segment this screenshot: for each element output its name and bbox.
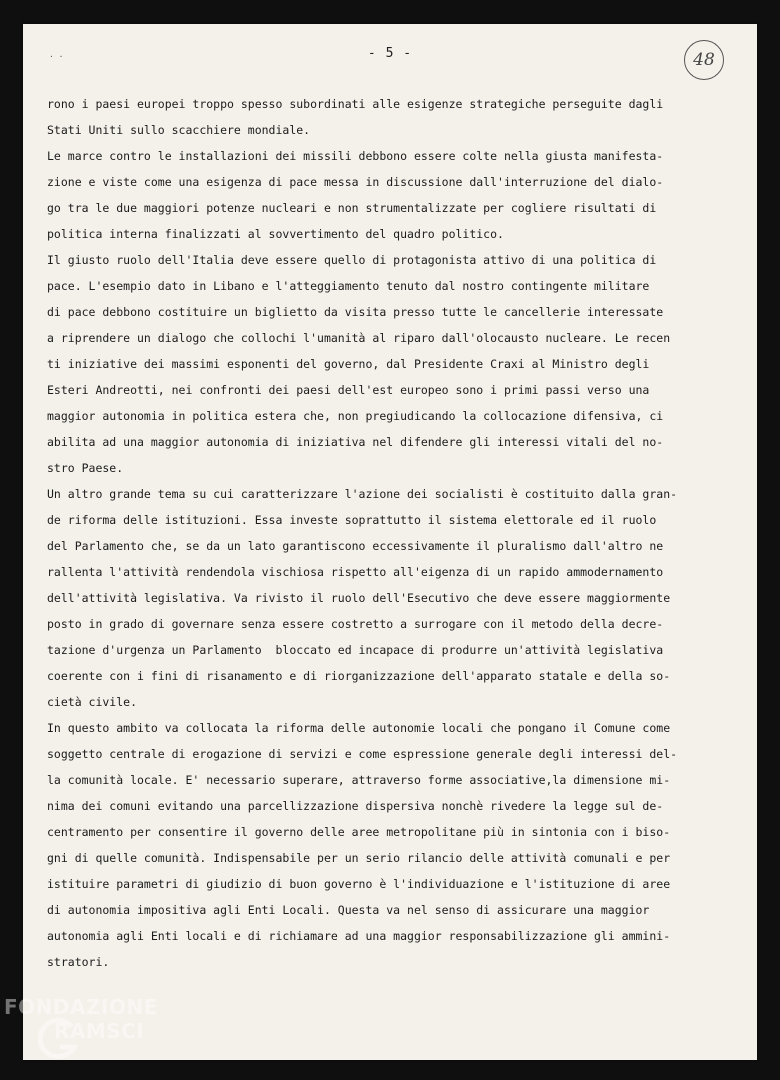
text-line: istituire parametri di giudizio di buon governo è l'individuazione e l'istituzione di aree [47,877,671,891]
corner-mark: · · [49,52,64,61]
text-line: autonomia agli Enti locali e di richiamare ad una maggior responsabilizzazione gli ammini- [47,929,671,943]
text-line: soggetto centrale di erogazione di servizi e come espressione generale degli interessi del- [47,747,678,761]
text-line: tazione d'urgenza un Parlamento bloccato ed incapace di produrre un'attività legislativa [47,643,664,657]
text-line: di autonomia impositiva agli Enti Locali. Questa va nel senso di assicurare una maggior [47,903,650,917]
body-text [47,91,737,975]
text-line: Le marce contro le installazioni dei missili debbono essere colte nella giusta manifesta- [47,149,664,163]
text-line: posto in grado di governare senza essere costretto a surrogare con il metodo della decre- [47,617,664,631]
watermark-line2: RAMSCI [54,1019,145,1043]
text-line: gni di quelle comunità. Indispensabile per un serio rilancio delle attività comunali e per [47,851,671,865]
text-line: Il giusto ruolo dell'Italia deve essere quello di protagonista attivo di una politica di [47,253,657,267]
text-line: Esteri Andreotti, nei confronti dei paesi dell'est europeo sono i primi passi verso una [47,383,650,397]
text-line: la comunità locale. E' necessario superare, attraverso forme associative,la dimensione mi- [47,773,671,787]
text-line: stratori. [47,955,110,969]
text-line: zione e viste come una esigenza di pace messa in discussione dall'interruzione del dialo- [47,175,664,189]
text-line: nima dei comuni evitando una parcellizzazione dispersiva nonchè rivedere la legge sul de- [47,799,664,813]
text-line: Un altro grande tema su cui caratterizzare l'azione dei socialisti è costituito dalla gran- [47,487,678,501]
text-line: cietà civile. [47,695,138,709]
text-line: pace. L'esempio dato in Libano e l'atteggiamento tenuto dal nostro contingente militare [47,279,650,293]
document-page [23,24,757,1060]
text-line: politica interna finalizzati al sovvertimento del quadro politico. [47,227,504,241]
text-line: del Parlamento che, se da un lato garantiscono eccessivamente il pluralismo dall'altro ne [47,539,664,553]
text-line: di pace debbono costituire un biglietto da visita presso tutte le cancellerie interessate [47,305,664,319]
text-line: ti iniziative dei massimi esponenti del governo, dal Presidente Craxi al Ministro degli [47,357,650,371]
text-line: Stati Uniti sullo scacchiere mondiale. [47,123,311,137]
text-line: centramento per consentire il governo delle aree metropolitane più in sintonia con i biso- [47,825,671,839]
page-number: - 5 - [367,46,413,61]
folio-number-stamp: 48 [684,40,724,80]
text-line: de riforma delle istituzioni. Essa investe soprattutto il sistema elettorale ed il ruolo [47,513,657,527]
text-line: stro Paese. [47,461,124,475]
fondazione-gramsci-watermark [4,995,204,1075]
text-line: rallenta l'attività rendendola vischiosa rispetto all'eigenza di un rapido ammodernamento [47,565,664,579]
text-line: abilita ad una maggior autonomia di iniziativa nel difendere gli interessi vitali del no- [47,435,664,449]
text-line: a riprendere un dialogo che collochi l'umanità al riparo dall'olocausto nucleare. Le recen [47,331,671,345]
text-line: go tra le due maggiori potenze nucleari e non strumentalizzate per cogliere risultati di [47,201,657,215]
text-line: In questo ambito va collocata la riforma delle autonomie locali che pongano il Comune come [47,721,671,735]
text-line: coerente con i fini di risanamento e di riorganizzazione dell'apparato statale e della so- [47,669,671,683]
watermark-line1: FONDAZIONE [4,995,158,1019]
text-line: rono i paesi europei troppo spesso subordinati alle esigenze strategiche perseguite dagli [47,97,664,111]
text-line: maggior autonomia in politica estera che, non pregiudicando la collocazione difensiva, ci [47,409,664,423]
text-line: dell'attività legislativa. Va rivisto il ruolo dell'Esecutivo che deve essere maggiormente [47,591,671,605]
